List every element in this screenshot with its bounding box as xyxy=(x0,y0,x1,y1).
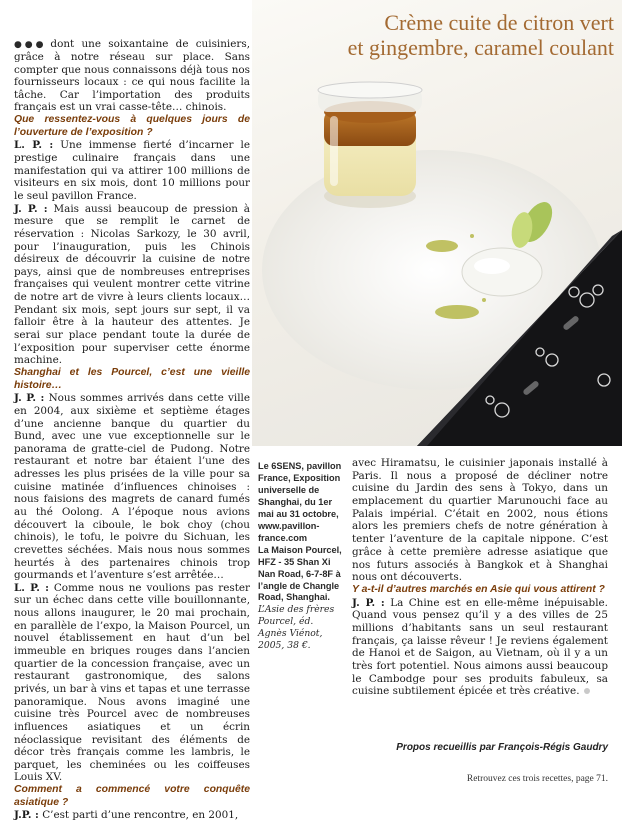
answer xyxy=(14,203,250,367)
footer-note: Retrouvez ces trois recettes, page 71. xyxy=(466,774,608,784)
speaker: L. P. : xyxy=(14,139,54,152)
speaker: J. P. : xyxy=(14,202,48,215)
right-column xyxy=(352,457,608,698)
recipe-title xyxy=(268,10,614,61)
paragraph xyxy=(14,38,250,114)
info-column xyxy=(258,461,342,652)
answer-text: Une immense fierté d’incarner le prestige culinaire français dans une manifestation qui va attirer 100 millions de visiteurs en six mois, dont 10 millions pour le seul pavillon France. xyxy=(14,139,250,202)
dessert-illustration xyxy=(252,0,622,446)
paragraph: avec Hiramatsu, le cuisinier japonais installé à Paris. Il nous a proposé de décliner notre cuisine du Jardin des sens à Tokyo, dans un emplacement du quartier Marunouchi face au Palais impérial. C’était en 2002, nous étions alors les premiers chefs de notre génération à tenter l’aventure de la capitale nippone. C’est grâce à cette première adresse asiatique que nos futurs associés à Bangkok et à Shanghai nous ont découverts. xyxy=(352,457,608,584)
question: Y a-t-il d’autres marchés en Asie qui vous attirent ? xyxy=(352,583,605,595)
speaker: L. P. : xyxy=(14,581,49,594)
question: Que ressentez-vous à quelques jours de l’ouverture de l’exposition ? xyxy=(14,114,250,138)
info-paragraph: La Maison Pourcel, HFZ - 35 Shan Xi Nan Road, 6-7-8F à l’angle de Changle Road, Shanghai. xyxy=(258,544,342,603)
intro-text: dont une soixantaine de cuisiniers, grâce à notre réseau sur place. Sans compter que nous connaissons déjà tous nos fournisseurs locaux : ce qui nous facilite la tâche. Car l’importation des produits français est un vrai casse-tête… chinois. xyxy=(14,38,250,114)
answer-text: C’est parti d’une rencontre, en 2001, xyxy=(38,809,239,822)
question: Comment a commencé votre conquête asiatique ? xyxy=(14,784,250,808)
answer-text: Mais aussi beaucoup de pression à mesure que se remplit le carnet de réservation : Nicolas Sarkozy, le 30 avril, pour l’inauguration, puis les Chinois désireux de découvrir la cuisine de notre pays, ainsi que de nombreuses entreprises françaises qui veulent montrer cette vitrine de notre art de vivre à leurs clients locaux… Pendant six mois, sept jours sur sept, il va falloir être à la hauteur des attentes. Je serai sur place pendant toute la durée de l’exposition pour superviser cette énorme machine. xyxy=(14,202,250,367)
answer-text: La Chine est en elle-même inépuisable. Quand vous pensez qu’il y a des villes de 25 millions d’habitants sans un seul restaurant français, ça laisse rêveur ! Je reviens également de Hanoi et de Saigon, au Vietnam, où il y a un très fort potentiel. Nous aimons aussi beaucoup le Cambodge pour ses produits fabuleux, sa cuisine subtilement épicée et très créative. xyxy=(352,596,608,698)
end-mark-icon xyxy=(584,688,590,694)
answer xyxy=(14,582,250,784)
dessert-photo xyxy=(252,0,622,446)
speaker: J.P. : xyxy=(14,809,39,822)
recipe-title-line1: Crème cuite de citron vert xyxy=(384,10,614,35)
byline: Propos recueillis par François-Régis Gaudry xyxy=(396,742,608,753)
bullet-dots-icon: ●●● xyxy=(14,40,47,50)
info-paragraph: Le 6SENS, pavillon France, Exposition universelle de Shanghai, du 1er mai au 31 octobre, www.pavillon-france.com xyxy=(258,461,342,543)
answer-text: Comme nous ne voulions pas rester sur un échec dans cette ville bouillonnante, nous allons inaugurer, le 20 mai prochain, en parallèle de l’expo, la Maison Pourcel, un nouvel établissement en haut d’un bel immeuble en briques rouges dans l’ancien quartier de la concession française, avec un restaurant gastronomique, des salons privés, un bar à vins et tapas et une terrasse panoramique. Nous avons imaginé une cuisine très Pourcel avec de nombreuses influences asiatiques et un écrin néoclassique revisitant des éléments de décor très français comme les lambris, le parquet, les cheminées ou les coiffeuses Louis XV. xyxy=(14,581,250,784)
answer-text: Nous sommes arrivés dans cette ville en 2004, aux sixième et septième étages d’une ancienne banque du quartier du Bund, avec une vue exceptionnelle sur le panorama de gratte-ciel de Pudong. Notre restaurant et notre bar étaient l’une des adresses les plus prisées de la ville pour sa cuisine matinée d’influences chinoises : nous faisions des magrets de canard fumés au thé Oolong. A l’époque nous avions découvert la ciboule, le bok choy (chou chinois), le tofu, le poivre du Sichuan, les crevettes séchées. Mais nous nous sommes heurtés à des partenaires chinois trop gourmands et l’aventure s’est arrêtée… xyxy=(14,392,250,582)
question: Shanghai et les Pourcel, c’est une vieille histoire… xyxy=(14,366,250,391)
recipe-title-line2: et gingembre, caramel coulant xyxy=(347,35,614,61)
answer xyxy=(14,809,250,822)
left-column xyxy=(14,38,250,822)
answer xyxy=(14,139,250,202)
book-credit: L’Asie des frères Pourcel, éd. Agnès Viénot, 2005, 38 €. xyxy=(258,604,335,652)
answer xyxy=(352,597,608,699)
speaker: J. P. : xyxy=(14,392,45,405)
answer xyxy=(14,392,250,582)
speaker: J. P. : xyxy=(352,596,385,609)
